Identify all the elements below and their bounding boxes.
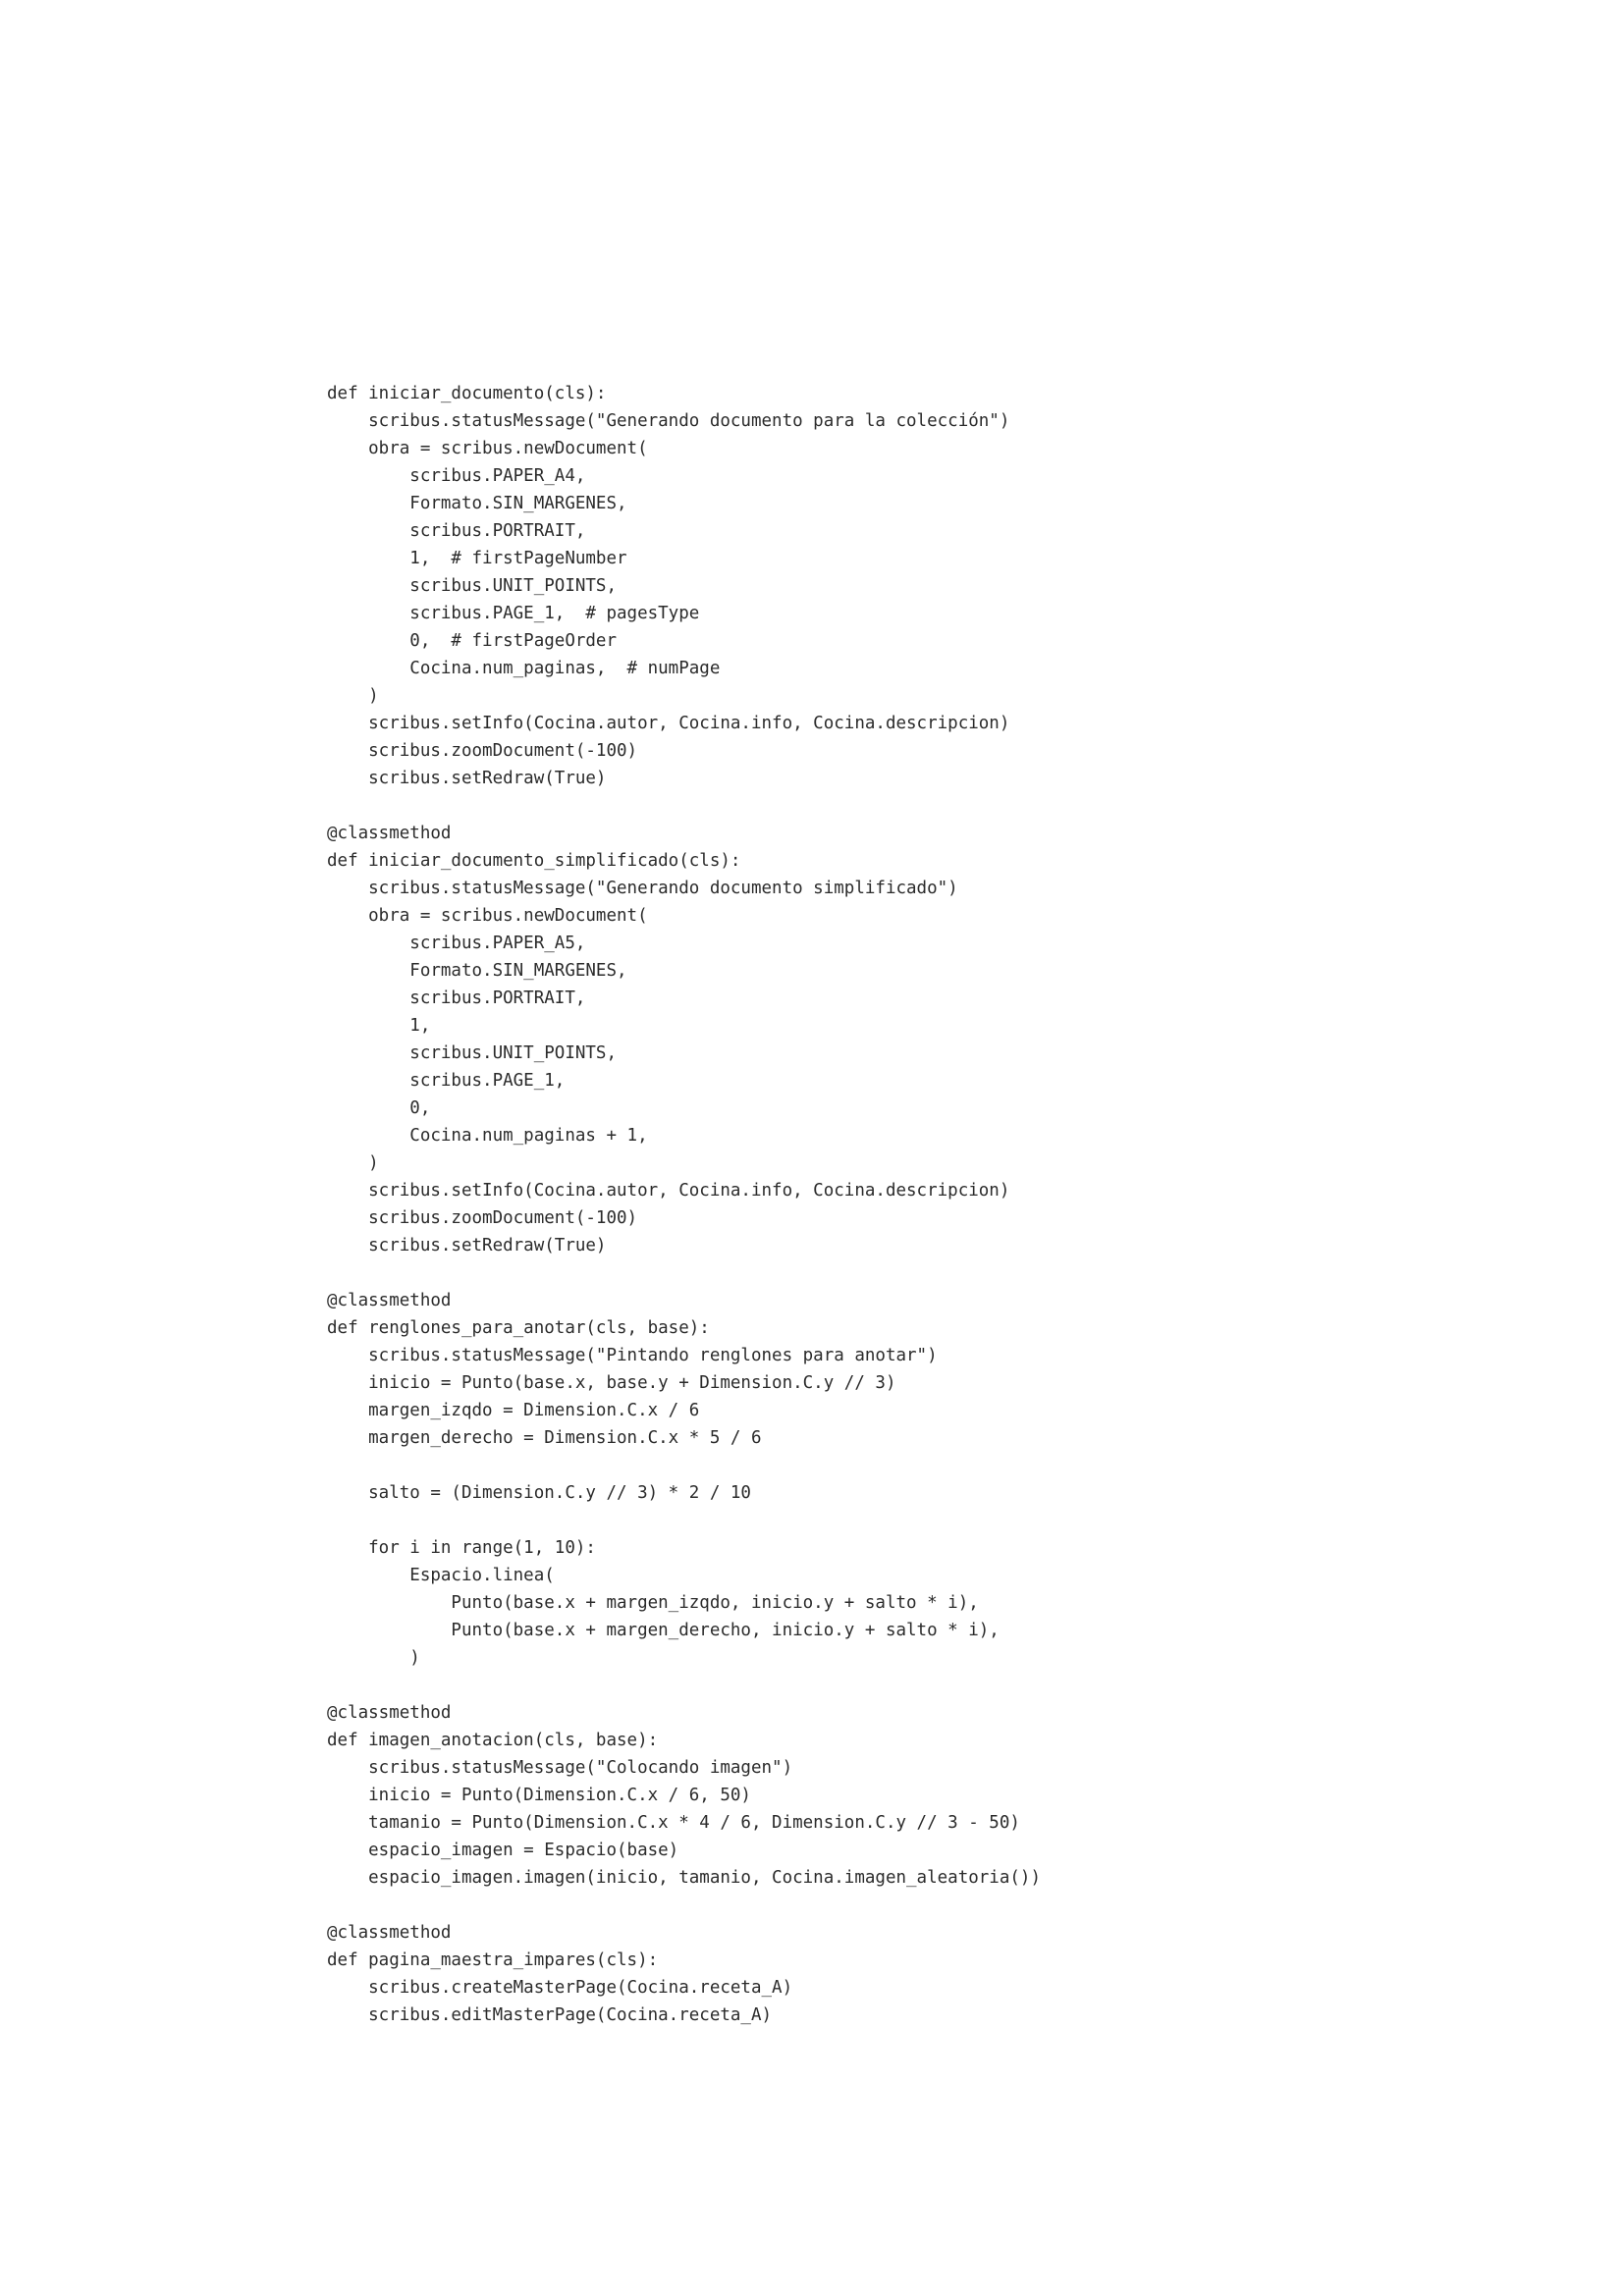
code-line: scribus.statusMessage("Colocando imagen"): [327, 1758, 793, 1778]
code-line: salto = (Dimension.C.y // 3) * 2 / 10: [327, 1483, 751, 1503]
code-line: inicio = Punto(Dimension.C.x / 6, 50): [327, 1786, 751, 1805]
code-line: scribus.createMasterPage(Cocina.receta_A): [327, 1978, 793, 1998]
code-line: @classmethod: [327, 1923, 452, 1943]
code-line: [327, 792, 1041, 820]
code-line: inicio = Punto(base.x, base.y + Dimension.C.y // 3): [327, 1373, 896, 1393]
code-line: obra = scribus.newDocument(: [327, 906, 648, 926]
code-line: scribus.PAPER_A4,: [327, 466, 586, 486]
code-line: tamanio = Punto(Dimension.C.x * 4 / 6, Dimension.C.y // 3 - 50): [327, 1813, 1020, 1833]
code-line: def pagina_maestra_impares(cls):: [327, 1950, 659, 1970]
code-line: scribus.setRedraw(True): [327, 1236, 607, 1255]
code-line: 1,: [327, 1016, 431, 1036]
code-line: [327, 1259, 1041, 1287]
code-line: scribus.setInfo(Cocina.autor, Cocina.info, Cocina.descripcion): [327, 714, 1010, 733]
code-line: obra = scribus.newDocument(: [327, 439, 648, 458]
code-line: [327, 1892, 1041, 1919]
code-line: [327, 1672, 1041, 1699]
code-line: Cocina.num_paginas + 1,: [327, 1126, 648, 1146]
code-line: scribus.statusMessage("Generando documento simplificado"): [327, 879, 958, 898]
code-line: scribus.zoomDocument(-100): [327, 741, 638, 761]
code-line: scribus.PORTRAIT,: [327, 521, 586, 541]
code-line: margen_derecho = Dimension.C.x * 5 / 6: [327, 1428, 762, 1448]
code-line: [327, 1452, 1041, 1479]
code-line: espacio_imagen = Espacio(base): [327, 1841, 679, 1860]
code-line: scribus.setInfo(Cocina.autor, Cocina.info, Cocina.descripcion): [327, 1181, 1010, 1201]
code-line: @classmethod: [327, 824, 452, 843]
code-line: Punto(base.x + margen_derecho, inicio.y + salto * i),: [327, 1621, 1000, 1640]
code-line: scribus.UNIT_POINTS,: [327, 1043, 618, 1063]
code-line: Formato.SIN_MARGENES,: [327, 494, 627, 513]
code-listing: [327, 380, 1041, 2029]
code-line: 0, # firstPageOrder: [327, 631, 618, 651]
code-line: Formato.SIN_MARGENES,: [327, 961, 627, 981]
code-line: scribus.editMasterPage(Cocina.receta_A): [327, 2005, 773, 2025]
code-line: scribus.PAGE_1, # pagesType: [327, 604, 700, 623]
code-line: scribus.zoomDocument(-100): [327, 1208, 638, 1228]
code-line: margen_izqdo = Dimension.C.x / 6: [327, 1401, 700, 1420]
code-line: scribus.PAPER_A5,: [327, 934, 586, 953]
code-line: scribus.PAGE_1,: [327, 1071, 566, 1091]
code-line: def iniciar_documento_simplificado(cls):: [327, 851, 741, 871]
code-line: def renglones_para_anotar(cls, base):: [327, 1318, 710, 1338]
code-line: scribus.statusMessage("Generando documento para la colección"): [327, 411, 1010, 431]
code-line: 1, # firstPageNumber: [327, 549, 627, 568]
code-line: espacio_imagen.imagen(inicio, tamanio, Cocina.imagen_aleatoria()): [327, 1868, 1041, 1888]
code-line: scribus.PORTRAIT,: [327, 988, 586, 1008]
code-line: scribus.setRedraw(True): [327, 769, 607, 788]
code-line: scribus.UNIT_POINTS,: [327, 576, 618, 596]
code-line: for i in range(1, 10):: [327, 1538, 596, 1558]
code-line: [327, 1507, 1041, 1534]
code-line: ): [327, 1153, 379, 1173]
code-line: Espacio.linea(: [327, 1566, 555, 1585]
code-line: @classmethod: [327, 1703, 452, 1723]
code-line: ): [327, 686, 379, 706]
code-line: def imagen_anotacion(cls, base):: [327, 1731, 659, 1750]
code-line: ): [327, 1648, 420, 1668]
code-line: def iniciar_documento(cls):: [327, 384, 607, 403]
code-line: Punto(base.x + margen_izqdo, inicio.y + salto * i),: [327, 1593, 979, 1613]
code-line: 0,: [327, 1098, 431, 1118]
code-line: scribus.statusMessage("Pintando renglones para anotar"): [327, 1346, 938, 1365]
code-line: @classmethod: [327, 1291, 452, 1310]
code-line: Cocina.num_paginas, # numPage: [327, 659, 721, 678]
